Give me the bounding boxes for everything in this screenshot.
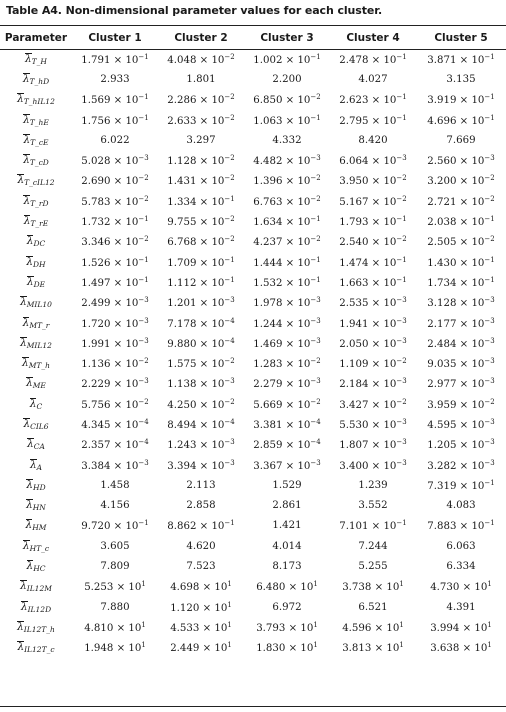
- parameter-subscript: HC: [33, 564, 46, 574]
- parameter-symbol: $\lambda_{HM}$: [25, 519, 47, 533]
- cluster-2-value: $1.243 \times 10^{-3}$: [167, 438, 235, 452]
- cluster-5-value: $2.560 \times 10^{-3}$: [427, 154, 495, 168]
- cluster-5-value: 4.391: [446, 601, 476, 613]
- cluster-4-value: $3.427 \times 10^{-2}$: [339, 397, 407, 411]
- header-cluster-1: Cluster 1: [88, 31, 142, 44]
- cluster-1-value: $3.384 \times 10^{-3}$: [81, 458, 149, 472]
- cluster-4-value: $3.400 \times 10^{-3}$: [339, 458, 407, 472]
- cluster-1-value: $2.499 \times 10^{-3}$: [81, 296, 149, 310]
- cluster-5-value: 3.135: [446, 73, 476, 85]
- parameter-subscript: MIL12: [26, 340, 52, 350]
- cluster-5-value: 4.083: [446, 500, 476, 512]
- cluster-3-value: $2.859 \times 10^{-4}$: [253, 438, 321, 452]
- cluster-2-value: $4.698 \times 10^1$: [170, 580, 232, 594]
- parameter-subscript: T_cIL12: [24, 178, 55, 188]
- cluster-1-value: $2.690 \times 10^{-2}$: [81, 174, 149, 188]
- parameter-symbol: $\lambda_A$: [29, 458, 43, 472]
- table-row: [0, 374, 506, 394]
- cluster-3-value: 1.421: [272, 520, 302, 532]
- cluster-1-value: $1.497 \times 10^{-1}$: [81, 275, 149, 289]
- cluster-4-value: $1.109 \times 10^{-2}$: [339, 357, 407, 371]
- table-row: [0, 69, 506, 89]
- cluster-2-value: $4.250 \times 10^{-2}$: [167, 397, 235, 411]
- cluster-3-value: $6.480 \times 10^1$: [256, 580, 318, 594]
- cluster-5-value: $2.038 \times 10^{-1}$: [427, 215, 495, 229]
- cluster-2-value: $2.286 \times 10^{-2}$: [167, 93, 235, 107]
- parameter-symbol: $\lambda_{IL12T\_c}$: [17, 641, 55, 655]
- parameter-symbol: $\lambda_{DC}$: [26, 235, 46, 249]
- parameter-symbol: $\lambda_{IL12M}$: [20, 580, 52, 594]
- cluster-3-value: $6.850 \times 10^{-2}$: [253, 93, 321, 107]
- cluster-1-value: $5.253 \times 10^1$: [84, 580, 146, 594]
- table-row: [0, 110, 506, 130]
- cluster-3-value: $1.469 \times 10^{-3}$: [253, 336, 321, 350]
- cluster-1-value: 2.933: [100, 73, 130, 85]
- table-row: [0, 49, 506, 69]
- parameter-subscript: DH: [33, 259, 46, 269]
- cluster-5-value: $3.919 \times 10^{-1}$: [427, 93, 495, 107]
- cluster-2-value: $1.120 \times 10^1$: [170, 600, 232, 614]
- table-row: [0, 617, 506, 637]
- cluster-4-value: $1.663 \times 10^{-1}$: [339, 275, 407, 289]
- cluster-1-value: $1.720 \times 10^{-3}$: [81, 316, 149, 330]
- cluster-4-value: 5.255: [358, 561, 388, 573]
- table-row: [0, 191, 506, 211]
- parameter-symbol: $\lambda_{T\_cD}$: [23, 154, 49, 168]
- table-row: [0, 577, 506, 597]
- table-row: [0, 353, 506, 373]
- table-row: [0, 394, 506, 414]
- cluster-2-value: $4.533 \times 10^1$: [170, 620, 232, 634]
- cluster-4-value: $3.950 \times 10^{-2}$: [339, 174, 407, 188]
- cluster-3-value: $1.830 \times 10^1$: [256, 641, 318, 655]
- cluster-5-value: $2.977 \times 10^{-3}$: [427, 377, 495, 391]
- parameter-symbol: $\lambda_{HN}$: [26, 499, 46, 513]
- cluster-4-value: $5.530 \times 10^{-3}$: [339, 417, 407, 431]
- cluster-3-value: $6.763 \times 10^{-2}$: [253, 194, 321, 208]
- cluster-4-value: $1.807 \times 10^{-3}$: [339, 438, 407, 452]
- table-row: [0, 293, 506, 313]
- header-cluster-5: Cluster 5: [434, 31, 488, 44]
- cluster-1-value: 6.022: [100, 134, 130, 146]
- cluster-2-value: $1.112 \times 10^{-1}$: [167, 275, 235, 289]
- cluster-4-value: $2.540 \times 10^{-2}$: [339, 235, 407, 249]
- cluster-1-value: $1.569 \times 10^{-1}$: [81, 93, 149, 107]
- cluster-1-value: $1.136 \times 10^{-2}$: [81, 357, 149, 371]
- cluster-4-value: $5.167 \times 10^{-2}$: [339, 194, 407, 208]
- table-row: [0, 232, 506, 252]
- cluster-3-value: $1.396 \times 10^{-2}$: [253, 174, 321, 188]
- cluster-2-value: $1.128 \times 10^{-2}$: [167, 154, 235, 168]
- table-body: [0, 49, 506, 658]
- cluster-4-value: $7.101 \times 10^{-1}$: [339, 519, 407, 533]
- parameter-subscript: T_cD: [29, 158, 49, 168]
- cluster-1-value: $1.991 \times 10^{-3}$: [81, 336, 149, 350]
- cluster-2-value: $1.201 \times 10^{-3}$: [167, 296, 235, 310]
- parameter-subscript: IL12M: [26, 584, 52, 594]
- parameter-subscript: T_hE: [29, 117, 49, 127]
- cluster-5-value: $7.883 \times 10^{-1}$: [427, 519, 495, 533]
- parameter-symbol: $\lambda_{CIL6}$: [23, 417, 49, 431]
- cluster-1-value: $1.948 \times 10^1$: [84, 641, 146, 655]
- cluster-3-value: 8.173: [272, 561, 302, 573]
- cluster-2-value: $7.178 \times 10^{-4}$: [167, 316, 235, 330]
- cluster-4-value: $3.813 \times 10^1$: [342, 641, 404, 655]
- cluster-2-value: $4.048 \times 10^{-2}$: [167, 52, 235, 66]
- parameter-subscript: IL12T_h: [23, 624, 55, 634]
- cluster-5-value: 6.334: [446, 561, 476, 573]
- cluster-5-value: $2.484 \times 10^{-3}$: [427, 336, 495, 350]
- header-cluster-3: Cluster 3: [260, 31, 314, 44]
- parameter-subscript: T_rE: [30, 219, 49, 229]
- parameter-subscript: CIL6: [30, 421, 49, 431]
- parameter-symbol: $\lambda_{HT\_c}$: [22, 539, 50, 553]
- table-row: [0, 638, 506, 658]
- parameter-subscript: IL12T_c: [24, 645, 55, 655]
- cluster-5-value: $3.871 \times 10^{-1}$: [427, 52, 495, 66]
- cluster-1-value: $5.756 \times 10^{-2}$: [81, 397, 149, 411]
- parameter-subscript: C: [36, 401, 43, 411]
- table-row: [0, 130, 506, 150]
- cluster-5-value: $4.595 \times 10^{-3}$: [427, 417, 495, 431]
- cluster-2-value: 2.858: [186, 500, 216, 512]
- cluster-4-value: $4.596 \times 10^1$: [342, 620, 404, 634]
- parameter-subscript: DE: [33, 279, 46, 289]
- cluster-2-value: $1.138 \times 10^{-3}$: [167, 377, 235, 391]
- cluster-2-value: 3.297: [186, 134, 216, 146]
- cluster-5-value: $3.128 \times 10^{-3}$: [427, 296, 495, 310]
- table-row: [0, 556, 506, 576]
- cluster-3-value: $1.283 \times 10^{-2}$: [253, 357, 321, 371]
- header-row: [0, 26, 506, 49]
- table-row: [0, 455, 506, 475]
- cluster-1-value: $4.345 \times 10^{-4}$: [81, 417, 149, 431]
- cluster-5-value: $2.505 \times 10^{-2}$: [427, 235, 495, 249]
- parameter-symbol: $\lambda_{T\_cIL12}$: [17, 174, 55, 188]
- table-row: [0, 536, 506, 556]
- cluster-1-value: 4.156: [100, 500, 130, 512]
- cluster-4-value: $2.478 \times 10^{-1}$: [339, 52, 407, 66]
- parameter-symbol: $\lambda_{CA}$: [27, 438, 45, 452]
- parameter-symbol: $\lambda_{T\_rD}$: [23, 194, 49, 208]
- cluster-5-value: $4.696 \times 10^{-1}$: [427, 113, 495, 127]
- parameter-symbol: $\lambda_{T\_hE}$: [23, 113, 49, 127]
- cluster-5-value: $1.430 \times 10^{-1}$: [427, 255, 495, 269]
- cluster-2-value: $2.633 \times 10^{-2}$: [167, 113, 235, 127]
- header-cluster-2: Cluster 2: [174, 31, 228, 44]
- cluster-1-value: $9.720 \times 10^{-1}$: [81, 519, 149, 533]
- table-row: [0, 333, 506, 353]
- cluster-3-value: 1.529: [272, 479, 302, 491]
- cluster-4-value: 3.552: [358, 500, 388, 512]
- cluster-5-value: $3.282 \times 10^{-3}$: [427, 458, 495, 472]
- parameter-symbol: $\lambda_{IL12T\_h}$: [17, 620, 55, 634]
- parameter-subscript: HM: [32, 523, 47, 533]
- table-row: [0, 496, 506, 516]
- parameter-symbol: $\lambda_{DE}$: [26, 275, 46, 289]
- parameter-subscript: HT_c: [29, 543, 50, 553]
- cluster-2-value: $2.449 \times 10^1$: [170, 641, 232, 655]
- parameter-subscript: T_hD: [29, 76, 50, 86]
- cluster-4-value: 1.239: [358, 479, 388, 491]
- parameter-subscript: A: [36, 462, 43, 472]
- parameter-symbol: $\lambda_{MT\_h}$: [22, 357, 50, 371]
- cluster-2-value: 2.113: [186, 479, 216, 491]
- cluster-4-value: $1.793 \times 10^{-1}$: [339, 215, 407, 229]
- table-row: [0, 90, 506, 110]
- parameter-subscript: MIL10: [26, 300, 52, 310]
- cluster-4-value: $2.795 \times 10^{-1}$: [339, 113, 407, 127]
- parameter-subscript: IL12D: [27, 604, 52, 614]
- parameter-subscript: ME: [32, 381, 46, 391]
- cluster-1-value: $3.346 \times 10^{-2}$: [81, 235, 149, 249]
- table-caption: Table A4. Non-dimensional parameter values for each cluster.: [6, 4, 383, 17]
- table-row: [0, 597, 506, 617]
- cluster-2-value: 1.801: [186, 73, 216, 85]
- cluster-1-value: 3.605: [100, 540, 130, 552]
- parameter-subscript: CA: [33, 442, 45, 452]
- parameter-symbol: $\lambda_{MIL12}$: [20, 336, 52, 350]
- cluster-5-value: $9.035 \times 10^{-3}$: [427, 357, 495, 371]
- cluster-3-value: $3.793 \times 10^1$: [256, 620, 318, 634]
- cluster-3-value: 4.014: [272, 540, 302, 552]
- cluster-5-value: $4.730 \times 10^1$: [430, 580, 492, 594]
- cluster-1-value: $1.526 \times 10^{-1}$: [81, 255, 149, 269]
- cluster-5-value: $3.959 \times 10^{-2}$: [427, 397, 495, 411]
- parameter-subscript: T_hIL12: [23, 97, 55, 107]
- cluster-3-value: $1.244 \times 10^{-3}$: [253, 316, 321, 330]
- parameter-symbol: $\lambda_C$: [29, 397, 43, 411]
- table-row: [0, 272, 506, 292]
- cluster-4-value: 6.521: [358, 601, 388, 613]
- parameter-subscript: DC: [33, 239, 46, 249]
- cluster-1-value: 7.880: [100, 601, 130, 613]
- cluster-1-value: 1.458: [100, 479, 130, 491]
- cluster-4-value: 7.244: [358, 540, 388, 552]
- cluster-5-value: $7.319 \times 10^{-1}$: [427, 478, 495, 492]
- cluster-5-value: $3.994 \times 10^1$: [430, 620, 492, 634]
- parameter-symbol: $\lambda_{ME}$: [26, 377, 46, 391]
- cluster-3-value: $3.367 \times 10^{-3}$: [253, 458, 321, 472]
- cluster-4-value: $6.064 \times 10^{-3}$: [339, 154, 407, 168]
- table-row: [0, 516, 506, 536]
- parameter-symbol: $\lambda_{T\_rE}$: [23, 215, 49, 229]
- parameter-subscript: HN: [32, 503, 46, 513]
- parameter-symbol: $\lambda_{T\_hIL12}$: [17, 93, 55, 107]
- table-row: [0, 171, 506, 191]
- header-parameter: Parameter: [4, 31, 68, 44]
- cluster-5-value: $2.721 \times 10^{-2}$: [427, 194, 495, 208]
- cluster-5-value: $1.734 \times 10^{-1}$: [427, 275, 495, 289]
- cluster-1-value: 7.809: [100, 561, 130, 573]
- parameter-symbol: $\lambda_{T\_cE}$: [23, 133, 49, 147]
- cluster-5-value: $2.177 \times 10^{-3}$: [427, 316, 495, 330]
- cluster-3-value: $4.482 \times 10^{-3}$: [253, 154, 321, 168]
- cluster-4-value: $3.738 \times 10^1$: [342, 580, 404, 594]
- cluster-3-value: $1.444 \times 10^{-1}$: [253, 255, 321, 269]
- cluster-4-value: 8.420: [358, 134, 388, 146]
- cluster-2-value: $9.755 \times 10^{-2}$: [167, 215, 235, 229]
- cluster-5-value: $3.200 \times 10^{-2}$: [427, 174, 495, 188]
- parameter-symbol: $\lambda_{DH}$: [26, 255, 46, 269]
- table-row: [0, 475, 506, 495]
- parameter-subscript: MT_h: [28, 361, 50, 371]
- cluster-1-value: $2.229 \times 10^{-3}$: [81, 377, 149, 391]
- parameter-symbol: $\lambda_{T\_H}$: [25, 52, 47, 66]
- cluster-5-value: 6.063: [446, 540, 476, 552]
- cluster-3-value: 6.972: [272, 601, 302, 613]
- parameter-symbol: $\lambda_{HC}$: [26, 560, 46, 574]
- parameter-symbol: $\lambda_{IL12D}$: [20, 600, 52, 614]
- cluster-4-value: $2.050 \times 10^{-3}$: [339, 336, 407, 350]
- cluster-4-value: $2.535 \times 10^{-3}$: [339, 296, 407, 310]
- cluster-1-value: $2.357 \times 10^{-4}$: [81, 438, 149, 452]
- parameter-symbol: $\lambda_{MIL10}$: [20, 296, 52, 310]
- cluster-3-value: $2.279 \times 10^{-3}$: [253, 377, 321, 391]
- cluster-2-value: $1.709 \times 10^{-1}$: [167, 255, 235, 269]
- parameter-table: [0, 26, 506, 658]
- parameter-symbol: $\lambda_{MT\_r}$: [22, 316, 50, 330]
- cluster-3-value: $1.532 \times 10^{-1}$: [253, 275, 321, 289]
- cluster-1-value: $1.791 \times 10^{-1}$: [81, 52, 149, 66]
- table-row: [0, 313, 506, 333]
- cluster-4-value: $1.474 \times 10^{-1}$: [339, 255, 407, 269]
- table-row: [0, 252, 506, 272]
- cluster-4-value: $2.184 \times 10^{-3}$: [339, 377, 407, 391]
- bottom-rule: [0, 706, 506, 707]
- parameter-subscript: HD: [33, 482, 46, 492]
- cluster-1-value: $4.810 \times 10^1$: [84, 620, 146, 634]
- cluster-5-value: $3.638 \times 10^1$: [430, 641, 492, 655]
- cluster-3-value: 4.332: [272, 134, 302, 146]
- table-row: [0, 150, 506, 170]
- cluster-3-value: 2.200: [272, 73, 302, 85]
- cluster-3-value: $5.669 \times 10^{-2}$: [253, 397, 321, 411]
- cluster-2-value: $3.394 \times 10^{-3}$: [167, 458, 235, 472]
- header-cluster-4: Cluster 4: [346, 31, 400, 44]
- parameter-subscript: T_cE: [30, 137, 49, 147]
- parameter-subscript: MT_r: [29, 320, 50, 330]
- table-row: [0, 211, 506, 231]
- cluster-5-value: 7.669: [446, 134, 476, 146]
- cluster-4-value: $1.941 \times 10^{-3}$: [339, 316, 407, 330]
- cluster-2-value: 4.620: [186, 540, 216, 552]
- cluster-2-value: $1.431 \times 10^{-2}$: [167, 174, 235, 188]
- cluster-2-value: $1.334 \times 10^{-1}$: [167, 194, 235, 208]
- parameter-subscript: T_rD: [30, 198, 49, 208]
- cluster-5-value: $1.205 \times 10^{-3}$: [427, 438, 495, 452]
- cluster-1-value: $1.756 \times 10^{-1}$: [81, 113, 149, 127]
- cluster-3-value: 2.861: [272, 500, 302, 512]
- cluster-2-value: $9.880 \times 10^{-4}$: [167, 336, 235, 350]
- cluster-1-value: $1.732 \times 10^{-1}$: [81, 215, 149, 229]
- cluster-4-value: $2.623 \times 10^{-1}$: [339, 93, 407, 107]
- parameter-symbol: $\lambda_{HD}$: [26, 478, 46, 492]
- cluster-1-value: $5.783 \times 10^{-2}$: [81, 194, 149, 208]
- cluster-2-value: $1.575 \times 10^{-2}$: [167, 357, 235, 371]
- cluster-1-value: $5.028 \times 10^{-3}$: [81, 154, 149, 168]
- cluster-2-value: $8.862 \times 10^{-1}$: [167, 519, 235, 533]
- cluster-2-value: $8.494 \times 10^{-4}$: [167, 417, 235, 431]
- cluster-2-value: 7.523: [186, 561, 216, 573]
- table-row: [0, 414, 506, 434]
- cluster-2-value: $6.768 \times 10^{-2}$: [167, 235, 235, 249]
- parameter-symbol: $\lambda_{T\_hD}$: [22, 72, 50, 86]
- cluster-3-value: $1.634 \times 10^{-1}$: [253, 215, 321, 229]
- cluster-3-value: $1.978 \times 10^{-3}$: [253, 296, 321, 310]
- cluster-4-value: 4.027: [358, 73, 388, 85]
- parameter-subscript: T_H: [31, 56, 47, 66]
- cluster-3-value: $4.237 \times 10^{-2}$: [253, 235, 321, 249]
- cluster-3-value: $3.381 \times 10^{-4}$: [253, 417, 321, 431]
- cluster-3-value: $1.002 \times 10^{-1}$: [253, 52, 321, 66]
- table-row: [0, 435, 506, 455]
- cluster-3-value: $1.063 \times 10^{-1}$: [253, 113, 321, 127]
